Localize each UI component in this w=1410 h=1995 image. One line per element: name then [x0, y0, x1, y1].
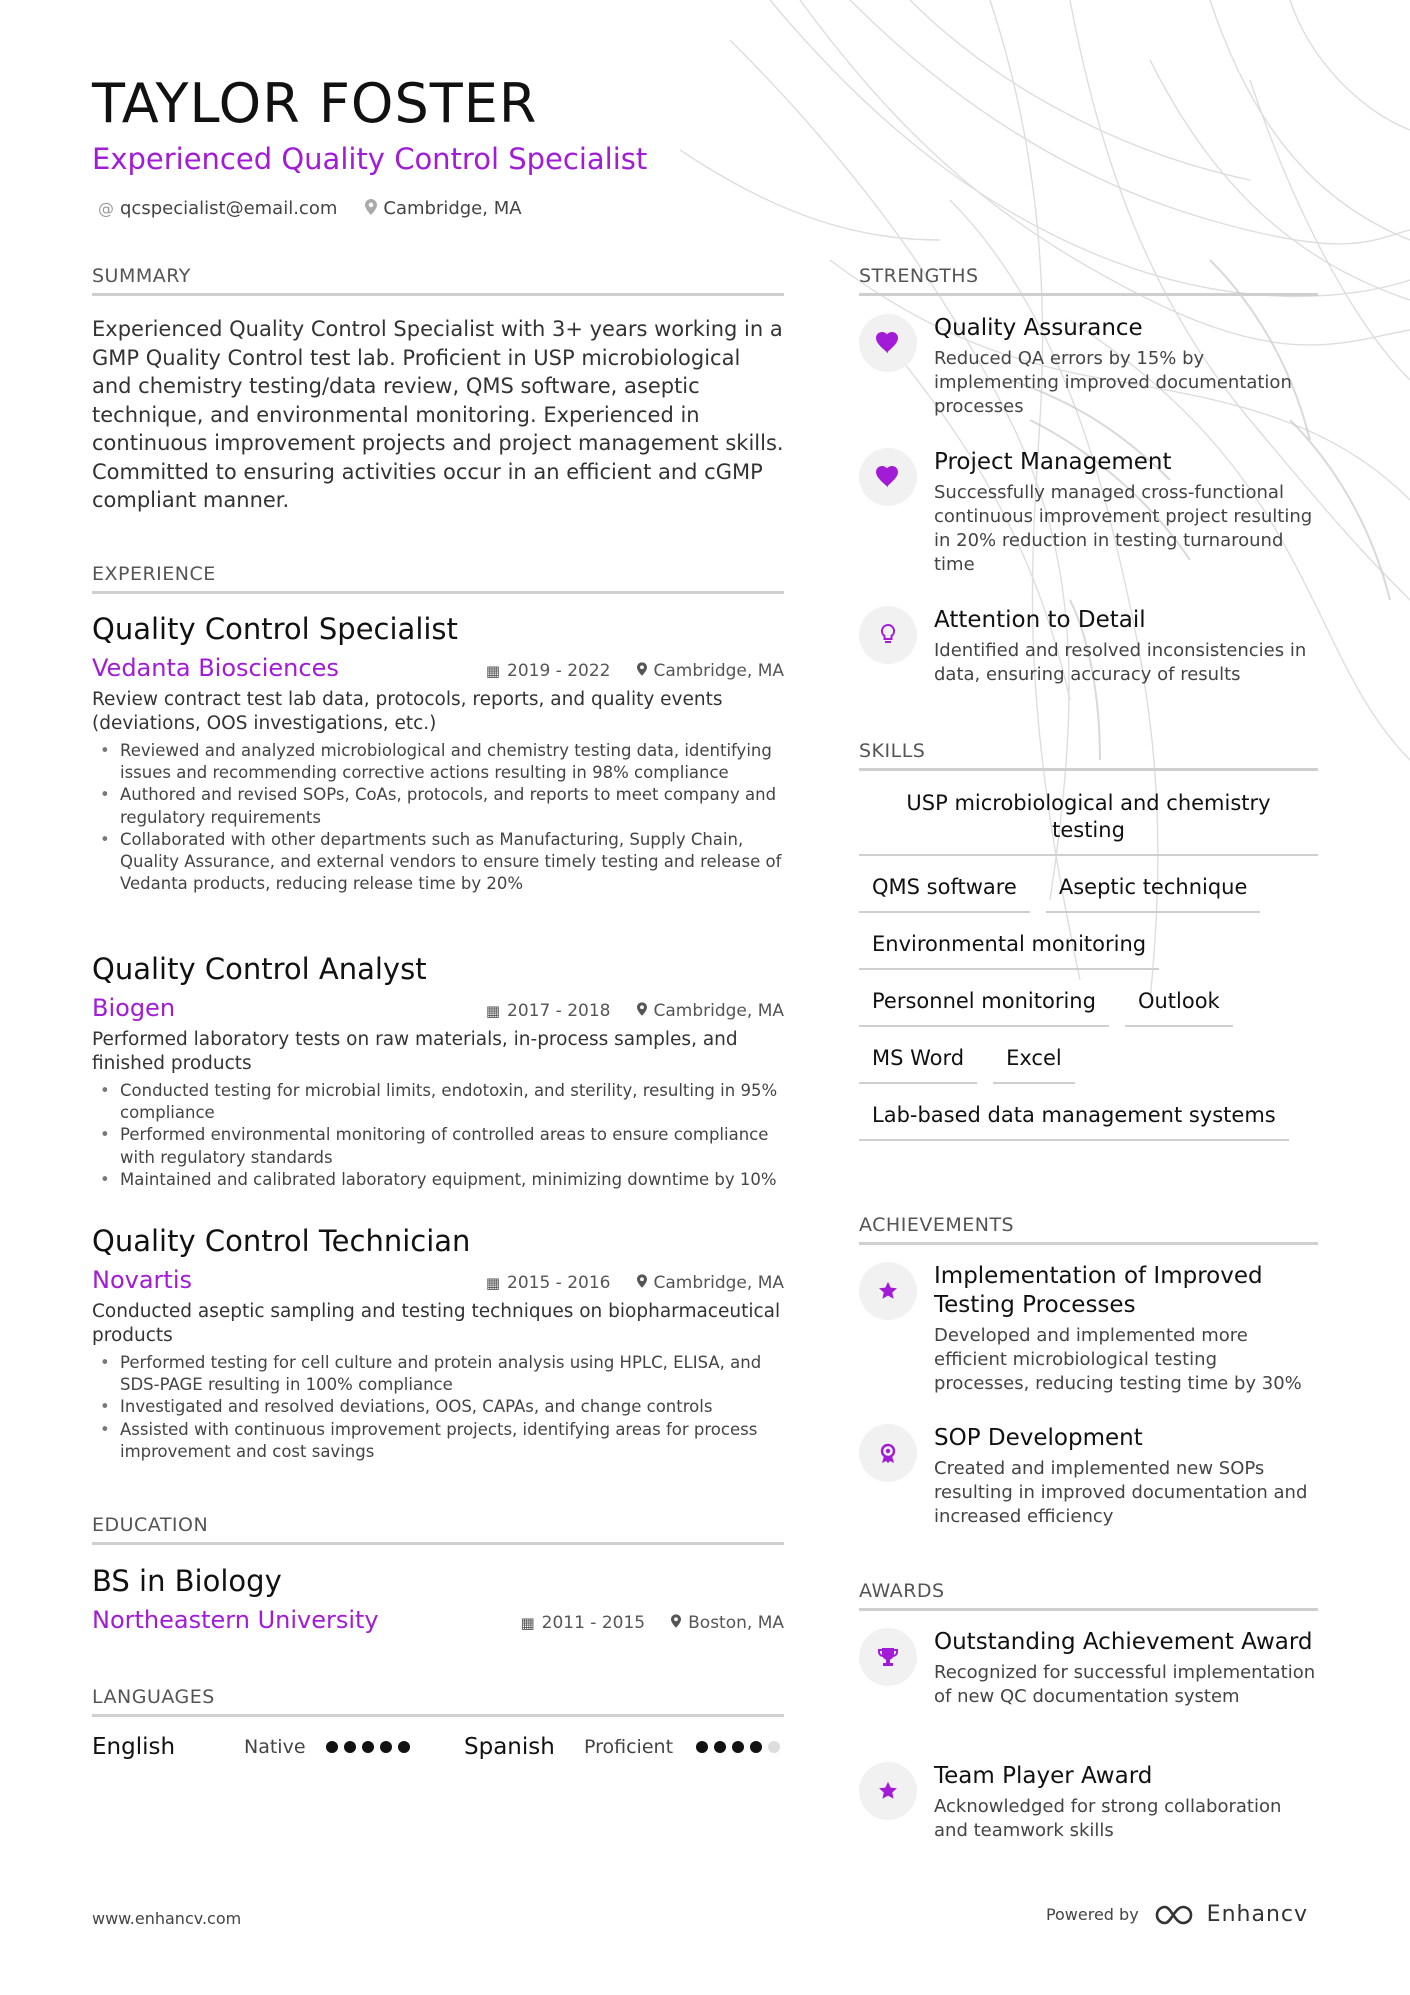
school-name: Northeastern University — [92, 1606, 379, 1634]
resume-page — [92, 0, 1318, 1995]
location-pin-icon — [637, 662, 647, 680]
strength-item — [859, 606, 1318, 687]
education-entry — [92, 1564, 784, 1634]
enhancv-logo[interactable] — [1153, 1902, 1308, 1927]
calendar-icon: ▦ — [485, 1274, 501, 1292]
rating-dot — [326, 1741, 338, 1753]
language-level: Proficient — [584, 1736, 674, 1758]
achievement-item — [859, 1262, 1318, 1396]
job-description: Performed laboratory tests on raw materials, in-process samples, and finished products — [92, 1029, 738, 1074]
location-pin-icon — [637, 1002, 647, 1020]
brand-name: Enhancv — [1206, 1902, 1308, 1927]
job-title: Quality Control Specialist — [92, 612, 458, 646]
email-text: qcspecialist@email.com — [120, 198, 338, 219]
strengths-heading: STRENGTHS — [859, 265, 1318, 296]
achievements-heading: ACHIEVEMENTS — [859, 1214, 1318, 1245]
achievement-description: Developed and implemented more efficient microbiological testing processes, reducing testing time by 30% — [934, 1325, 1302, 1394]
job-entry — [92, 1224, 784, 1463]
skill-tag: QMS software — [859, 874, 1030, 913]
summary-text: Experienced Quality Control Specialist with 3+ years working in a GMP Quality Control test lab. Proficient in USP microbiological and chemistry testing/data review, QMS software, aseptic technique, and environmental monitoring. Experienced in continuous improvement projects and project management skills. Committed to ensuring activities occur in an efficient and cGMP compliant manner. — [92, 317, 784, 512]
job-dates: 2017 - 2018 — [507, 1001, 611, 1021]
awards-heading: AWARDS — [859, 1580, 1318, 1611]
company-name: Biogen — [92, 994, 176, 1022]
job-bullet: • Investigated and resolved deviations, OOS, CAPAs, and change controls — [92, 1396, 784, 1418]
strength-title: Quality Assurance — [934, 315, 1143, 341]
skill-tag: Aseptic technique — [1046, 874, 1261, 913]
strength-item — [859, 314, 1318, 419]
language-rating — [326, 1741, 464, 1753]
heart-icon — [859, 448, 917, 506]
education-dates: 2011 - 2015 — [541, 1613, 646, 1633]
job-location: Cambridge, MA — [653, 1273, 784, 1293]
skill-tag: Personnel monitoring — [859, 988, 1109, 1027]
languages-heading: LANGUAGES — [92, 1686, 784, 1717]
strength-description: Identified and resolved inconsistencies in data, ensuring accuracy of results — [934, 640, 1307, 685]
skills-heading: SKILLS — [859, 740, 1318, 771]
star-icon — [859, 1762, 917, 1820]
job-location: Cambridge, MA — [653, 1001, 784, 1021]
rating-dot — [750, 1741, 762, 1753]
language-name: English — [92, 1734, 176, 1760]
award-description: Acknowledged for strong collaboration and teamwork skills — [934, 1796, 1282, 1841]
strength-title: Project Management — [934, 449, 1172, 475]
skill-tag: Lab-based data management systems — [859, 1102, 1289, 1141]
rating-dot — [732, 1741, 744, 1753]
skill-tag: Excel — [993, 1045, 1075, 1084]
award-title: Outstanding Achievement Award — [934, 1629, 1313, 1655]
languages-row — [92, 1734, 784, 1760]
award-item — [859, 1628, 1318, 1709]
achievement-title: SOP Development — [934, 1425, 1143, 1451]
job-description: Conducted aseptic sampling and testing techniques on biopharmaceutical products — [92, 1301, 781, 1346]
job-bullet: • Maintained and calibrated laboratory equipment, minimizing downtime by 10% — [92, 1169, 784, 1191]
skill-tag: Outlook — [1125, 988, 1233, 1027]
job-entry — [92, 952, 784, 1191]
rating-dot — [380, 1741, 392, 1753]
candidate-name: TAYLOR FOSTER — [92, 72, 538, 135]
job-bullet: • Reviewed and analyzed microbiological and chemistry testing data, identifying issues and recommending corrective actions resulting in 98% compliance — [92, 740, 784, 784]
award-title: Team Player Award — [934, 1763, 1153, 1789]
education-heading: EDUCATION — [92, 1514, 784, 1545]
powered-by-label: Powered by — [1045, 1905, 1139, 1924]
medal-icon — [859, 1424, 917, 1482]
job-bullet: • Performed environmental monitoring of controlled areas to ensure compliance with regulatory standards — [92, 1124, 784, 1168]
summary-heading: SUMMARY — [92, 265, 784, 296]
rating-dot — [696, 1741, 708, 1753]
degree-title: BS in Biology — [92, 1564, 282, 1598]
job-bullet: • Conducted testing for microbial limits, endotoxin, and sterility, resulting in 95% compliance — [92, 1080, 784, 1124]
job-dates: 2019 - 2022 — [507, 661, 611, 681]
job-bullet: • Assisted with continuous improvement projects, identifying areas for process improvement and cost savings — [92, 1419, 784, 1463]
skills-list — [859, 790, 1318, 1159]
job-entry — [92, 612, 784, 895]
skill-tag: MS Word — [859, 1045, 977, 1084]
rating-dot — [398, 1741, 410, 1753]
job-dates: 2015 - 2016 — [507, 1273, 611, 1293]
lightbulb-icon — [859, 606, 917, 664]
job-bullets — [92, 740, 784, 895]
star-icon — [859, 1262, 917, 1320]
job-bullet: • Performed testing for cell culture and protein analysis using HPLC, ELISA, and SDS-PAGE resulting in 100% compliance — [92, 1352, 784, 1396]
location-pin-icon — [365, 199, 377, 219]
achievement-description: Created and implemented new SOPs resulting in improved documentation and increased efficiency — [934, 1458, 1308, 1527]
job-bullets — [92, 1080, 784, 1191]
achievement-title: Implementation of Improved Testing Processes — [934, 1263, 1263, 1318]
language-level: Native — [244, 1736, 306, 1758]
contact-info — [98, 198, 522, 219]
location-contact — [365, 198, 521, 219]
company-name: Vedanta Biosciences — [92, 654, 339, 682]
job-location: Cambridge, MA — [653, 661, 784, 681]
job-bullets — [92, 1352, 784, 1463]
footer-branding — [1046, 1902, 1308, 1927]
award-item — [859, 1762, 1318, 1843]
job-title: Quality Control Technician — [92, 1224, 471, 1258]
company-name: Novartis — [92, 1266, 192, 1294]
strength-item — [859, 448, 1318, 577]
skill-tag: USP microbiological and chemistry testing — [859, 790, 1318, 856]
rating-dot — [344, 1741, 356, 1753]
education-location: Boston, MA — [688, 1613, 784, 1633]
enhancv-logo-icon — [1153, 1903, 1199, 1927]
location-pin-icon — [671, 1614, 681, 1632]
rating-dot — [768, 1741, 780, 1753]
location-pin-icon — [637, 1274, 647, 1292]
experience-heading: EXPERIENCE — [92, 563, 784, 594]
skill-tag: Environmental monitoring — [859, 931, 1159, 970]
job-bullet: • Collaborated with other departments such as Manufacturing, Supply Chain, Quality Assurance, and external vendors to ensure timely testing and release of Vedanta products, reducing release time by 20% — [92, 829, 784, 896]
candidate-title: Experienced Quality Control Specialist — [92, 142, 648, 176]
heart-icon — [859, 314, 917, 372]
job-title: Quality Control Analyst — [92, 952, 427, 986]
strength-title: Attention to Detail — [934, 607, 1146, 633]
language-rating — [696, 1741, 780, 1753]
strength-description: Successfully managed cross-functional continuous improvement project resulting in 20% reduction in testing turnaround time — [934, 482, 1313, 575]
trophy-icon — [859, 1628, 917, 1686]
job-bullet: • Authored and revised SOPs, CoAs, protocols, and reports to meet company and regulatory requirements — [92, 784, 784, 828]
rating-dot — [714, 1741, 726, 1753]
calendar-icon: ▦ — [520, 1614, 535, 1632]
at-icon: @ — [98, 199, 114, 218]
rating-dot — [362, 1741, 374, 1753]
job-description: Review contract test lab data, protocols, reports, and quality events (deviations, OOS investigations, etc.) — [92, 689, 723, 734]
calendar-icon: ▦ — [485, 1002, 501, 1020]
award-description: Recognized for successful implementation of new QC documentation system — [934, 1662, 1316, 1707]
strength-description: Reduced QA errors by 15% by implementing improved documentation processes — [934, 348, 1292, 417]
footer-website-link[interactable]: www.enhancv.com — [92, 1909, 242, 1928]
calendar-icon: ▦ — [485, 662, 501, 680]
location-text: Cambridge, MA — [383, 198, 522, 219]
achievement-item — [859, 1424, 1318, 1529]
language-name: Spanish — [464, 1734, 555, 1760]
email-contact[interactable] — [98, 198, 337, 219]
